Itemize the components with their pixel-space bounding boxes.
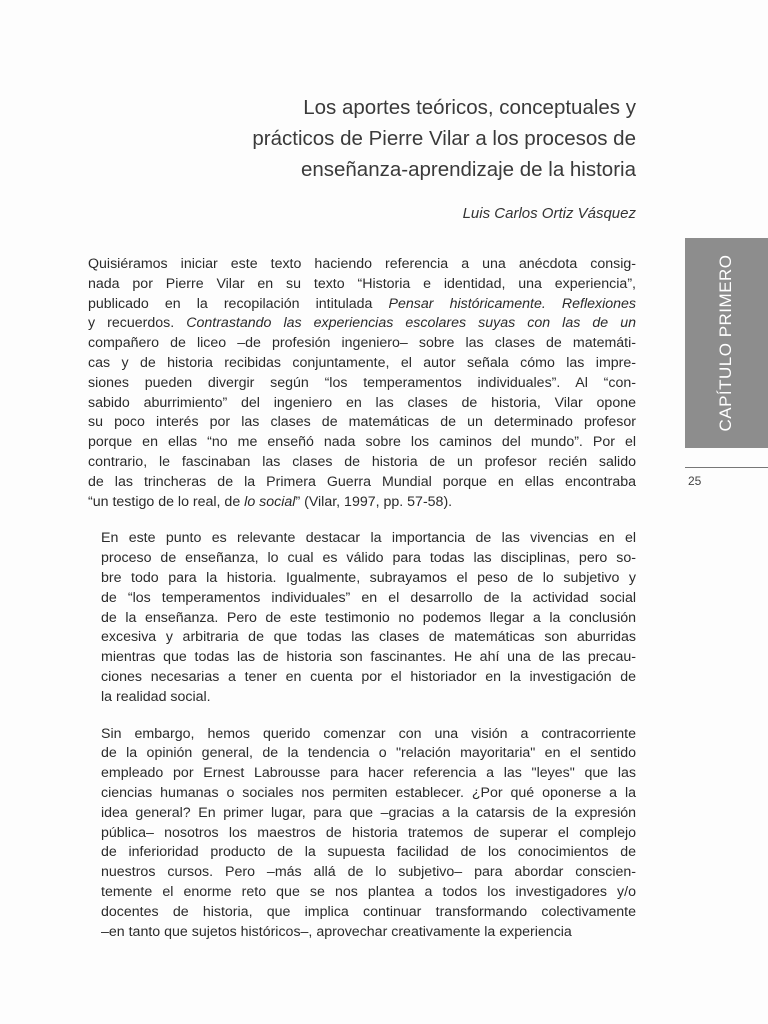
text-line: de las trincheras de la Primera Guerra Mundial porque en ellas encontraba: [88, 473, 636, 490]
text-line: [88, 493, 636, 513]
text-segment: “un testigo de lo real, de: [88, 493, 245, 510]
text-line: de inferioridad producto de la supuesta facilidad de los conocimientos de: [101, 844, 636, 861]
text-line: [88, 314, 636, 334]
author-name: Luis Carlos Ortiz Vásquez: [462, 205, 636, 222]
text-line: –en tanto que sujetos históricos–, aprovechar creativamente la experiencia: [101, 923, 572, 940]
italic-text: Pensar históricamente. Reflexiones: [388, 295, 636, 312]
italic-text: lo social: [244, 493, 296, 510]
text-line: de “los temperamentos individuales” en el desarrollo de la actividad social: [101, 589, 636, 606]
text-line: ciencias humanas o sociales nos permiten establecer. ¿Por qué oponerse a la: [101, 784, 636, 801]
text-line: temente el enorme reto que se nos plantea a todos los investigadores y/o: [101, 883, 636, 900]
text-line: de la opinión general, de la tendencia o "relación mayoritaria" en el sentido: [101, 745, 636, 762]
text-line: bre todo para la historia. Igualmente, subrayamos el peso de lo subjetivo y: [101, 569, 636, 586]
paragraph: [88, 529, 636, 707]
text-segment: y recuerdos.: [88, 315, 175, 332]
text-line: su poco interés por las clases de matemáticas de un determinado profesor: [88, 414, 636, 431]
page-number: 25: [688, 474, 702, 488]
text-line: cas y de historia recibidas conjuntamente, el autor señala cómo las impre-: [88, 354, 636, 371]
text-line: [88, 295, 636, 315]
text-line: ciones necesarias a tener en cuenta por el historiador en la investigación de: [101, 668, 636, 685]
title-line: prácticos de Pierre Vilar a los procesos de: [252, 127, 636, 150]
text-line: nada por Pierre Vilar en su texto “Historia e identidad, una experiencia”,: [88, 275, 636, 292]
text-line: excesiva y arbitraria de que todas las clases de matemáticas son aburridas: [101, 629, 636, 646]
article-title: [136, 92, 636, 185]
text-line: mientras que todas las de historia son fascinantes. He ahí una de las precau-: [101, 649, 636, 666]
text-line: compañero de liceo –de profesión ingeniero– sobre las clases de matemáti-: [88, 335, 636, 352]
text-line: Sin embargo, hemos querido comenzar con una visión a contracorriente: [101, 725, 636, 742]
text-line: empleado por Ernest Labrousse para hacer referencia a las "leyes" que las: [101, 765, 636, 782]
text-line: En este punto es relevante destacar la importancia de las vivencias en el: [101, 530, 636, 547]
text-segment: publicado en la recopilación intitulada: [88, 295, 389, 312]
text-line: Quisiéramos iniciar este texto haciendo referencia a una anécdota consig-: [88, 256, 636, 272]
chapter-label: CAPÍTULO PRIMERO: [716, 254, 735, 432]
chapter-tab: [685, 238, 768, 448]
text-line: pública– nosotros los maestros de historia tratemos de superar el complejo: [101, 824, 636, 841]
text-line: sabido aburrimiento” del ingeniero en las clases de historia, Vilar opone: [88, 394, 636, 411]
text-line: la realidad social.: [101, 688, 211, 705]
text-line: idea general? En primer lugar, para que –gracias a la catarsis de la expresión: [101, 804, 636, 821]
text-line: docentes de historia, que implica continuar transformando colectivamente: [101, 903, 636, 920]
text-line: de la enseñanza. Pero de este testimonio no podemos llegar a la conclusión: [101, 609, 636, 626]
text-line: nuestros cursos. Pero –más allá de lo subjetivo– para abordar conscien-: [101, 864, 636, 881]
text-segment: ” (Vilar, 1997, pp. 57-58).: [295, 493, 453, 510]
title-line: enseñanza-aprendizaje de la historia: [300, 158, 636, 181]
italic-text: Contrastando las experiencias escolares suyas con las de un: [174, 315, 636, 332]
text-line: contrario, le fascinaban las clases de historia de un profesor recién salido: [88, 453, 636, 470]
body-text: [88, 255, 636, 959]
text-line: siones pueden divergir según “los temperamentos individuales”. Al “con-: [88, 374, 636, 391]
title-line: Los aportes teóricos, conceptuales y: [303, 96, 636, 119]
text-line: proceso de enseñanza, lo cual es válido para todas las disciplinas, pero so-: [101, 550, 636, 567]
margin-rule: [685, 467, 768, 468]
text-line: porque en ellas “no me enseñó nada sobre los caminos del mundo”. Por el: [88, 434, 636, 451]
paragraph: [88, 255, 636, 512]
paragraph: [88, 725, 636, 943]
